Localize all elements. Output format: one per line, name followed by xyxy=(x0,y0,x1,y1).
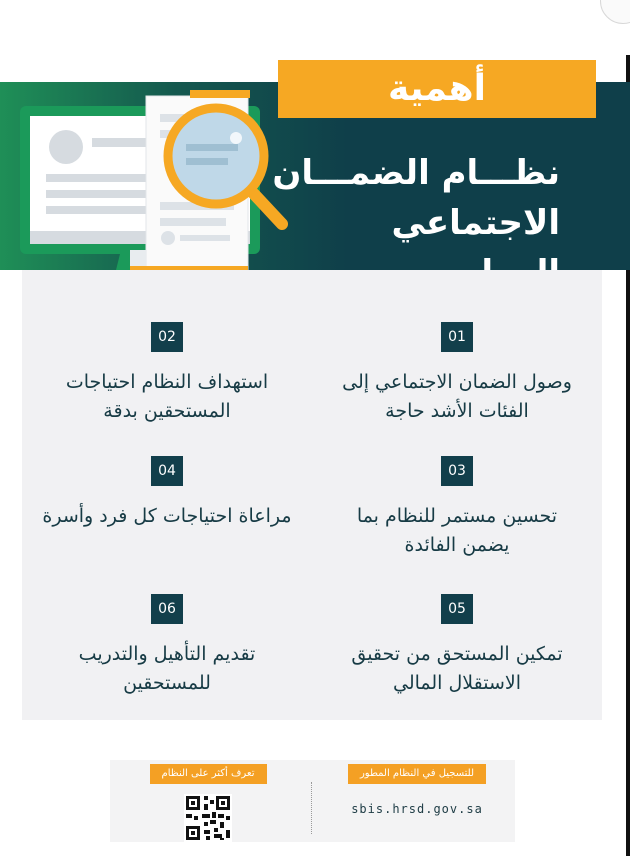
title-line-1: نظـــام الضمـــان xyxy=(272,153,560,193)
benefit-item-04 xyxy=(42,456,292,531)
benefit-text: استهداف النظام احتياجات المستحقين بدقة xyxy=(65,371,269,422)
number-badge: 03 xyxy=(441,456,473,486)
number-badge: 06 xyxy=(151,594,183,624)
number-badge: 04 xyxy=(151,456,183,486)
learn-more-label: تعرف أكثر على النظام xyxy=(150,764,267,784)
benefit-text: تمكين المستحق من تحقيق الاستقلال المالي xyxy=(351,643,563,694)
website-link[interactable]: sbis.hrsd.gov.sa xyxy=(351,802,483,816)
benefit-item-01 xyxy=(332,322,582,426)
benefit-item-03 xyxy=(332,456,582,560)
title-line-2: الاجتماعي xyxy=(391,203,560,243)
register-label: للتسجيل في النظام المطور xyxy=(348,764,486,784)
benefit-item-02 xyxy=(42,322,292,426)
number-badge: 05 xyxy=(441,594,473,624)
benefit-item-05 xyxy=(332,594,582,698)
qr-code-icon[interactable] xyxy=(110,794,306,846)
magnifier-icon xyxy=(168,108,264,204)
divider xyxy=(311,782,312,834)
corner-button[interactable] xyxy=(600,0,630,24)
benefit-text: مراعاة احتياجات كل فرد وأسرة xyxy=(42,505,292,527)
number-badge: 02 xyxy=(151,322,183,352)
benefits-panel xyxy=(22,270,602,720)
benefit-item-06 xyxy=(42,594,292,698)
title-tag: أهمية xyxy=(278,60,596,118)
benefit-text: وصول الضمان الاجتماعي إلى الفئات الأشد حاجة xyxy=(342,371,572,422)
register-section xyxy=(319,760,515,842)
footer xyxy=(110,760,515,842)
benefit-text: تقديم التأهيل والتدريب للمستحقين xyxy=(78,643,256,694)
number-badge: 01 xyxy=(441,322,473,352)
benefit-text: تحسين مستمر للنظام بما يضمن الفائدة xyxy=(356,505,558,556)
learn-more-section xyxy=(110,760,306,842)
